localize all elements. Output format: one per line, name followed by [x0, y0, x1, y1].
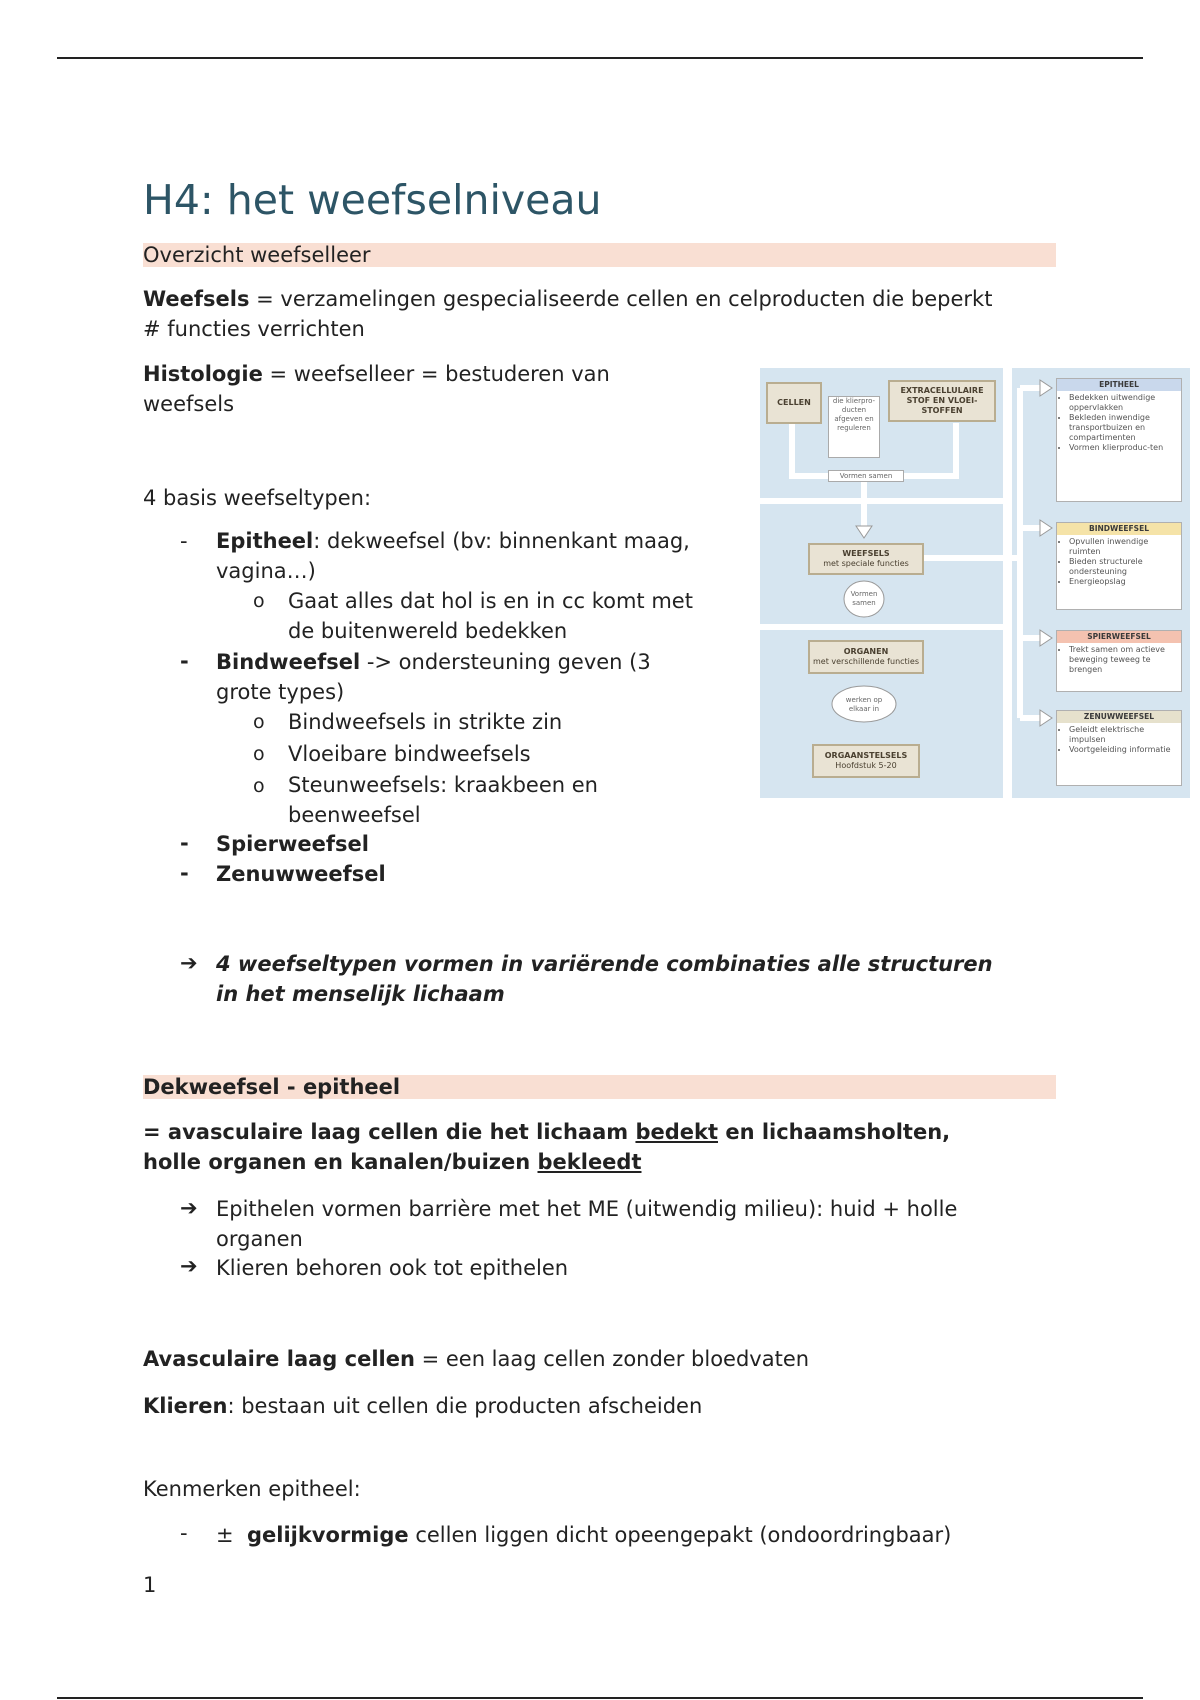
- bind-sub3-2: beenweefsel: [288, 803, 421, 827]
- bullet-o: o: [253, 743, 265, 765]
- spier-card-header: SPIERWEEFSEL: [1057, 631, 1181, 643]
- weefsel-diagram: [760, 368, 1190, 798]
- bullet-dash: -: [180, 861, 189, 885]
- bind-card-item: • Opvullen inwendige ruimten: [1069, 537, 1181, 557]
- bullet-o: o: [253, 590, 265, 612]
- bind-subitem-2: Vloeibare bindweefsels: [288, 742, 531, 766]
- diagram-card-zenuwweefsel: [1056, 710, 1182, 786]
- klieren-def: : bestaan uit cellen die producten afscheiden: [227, 1394, 703, 1418]
- bullet-o: o: [253, 775, 265, 797]
- bind-desc-1: -> ondersteuning geven (3: [360, 650, 651, 674]
- bullet-dash: -: [180, 1521, 188, 1545]
- weefsels-term: Weefsels: [143, 287, 250, 311]
- zenuw-card-header: ZENUWWEEFSEL: [1057, 711, 1181, 723]
- section-heading-dekweefsel: [143, 1075, 1056, 1099]
- section-heading-overzicht: [143, 243, 1056, 267]
- bind-card-list: [1057, 537, 1181, 587]
- spier-card-list: [1057, 645, 1181, 675]
- kenmerk1-term: gelijkvormige: [246, 1523, 409, 1547]
- arrow-icon: ➔: [180, 1196, 198, 1220]
- list-item-spierweefsel: Spierweefsel: [216, 832, 369, 856]
- zenuw-card-item: • Voortgeleiding informatie: [1069, 745, 1181, 755]
- orgaanstelsels-sub: Hoofdstuk 5-20: [835, 761, 897, 770]
- organen-sub: met verschillende functies: [813, 657, 919, 666]
- epitheel-definition: [143, 1117, 1083, 1177]
- list-item-epitheel: [216, 526, 736, 586]
- bullet-dash: -: [180, 649, 189, 673]
- def-line2: holle organen en kanalen/buizen: [143, 1150, 538, 1174]
- histologie-term: Histologie: [143, 362, 263, 386]
- def-part1: = avasculaire laag cellen die het lichaam: [143, 1120, 636, 1144]
- bind-subitem-3: [288, 770, 708, 830]
- diagram-card-bindweefsel: [1056, 522, 1182, 610]
- conclusion: [216, 949, 1096, 1009]
- avasculaire-definition: [143, 1344, 809, 1374]
- organen-label: ORGANEN: [843, 647, 889, 656]
- kenmerk1-rest: cellen liggen dicht opeengepakt (ondoordringbaar): [408, 1523, 952, 1547]
- epitheel-card-item: • Bekleden inwendige transportbuizen en compartimenten: [1069, 413, 1181, 443]
- def-bedekt: bedekt: [635, 1120, 719, 1144]
- diagram-box-orgaanstelsels: [812, 744, 920, 778]
- epitheel-card-item: • Bedekken uitwendige oppervlakken: [1069, 393, 1181, 413]
- histologie-def-1: = weefselleer = bestuderen van: [262, 362, 610, 386]
- def-bekleedt: bekleedt: [537, 1150, 642, 1174]
- diagram-card-epitheel: [1056, 378, 1182, 502]
- diagram-box-extracellulair: EXTRACELLULAIRE STOF EN VLOEI-STOFFEN: [888, 380, 996, 422]
- weefsels-label: WEEFSELS: [842, 549, 890, 558]
- conclusion-1: 4 weefseltypen vormen in variërende combinaties alle structuren: [216, 952, 993, 976]
- types-intro: 4 basis weefseltypen:: [143, 486, 372, 510]
- avasc-term: Avasculaire laag cellen: [143, 1347, 415, 1371]
- orgaanstelsels-label: ORGAANSTELSELS: [824, 751, 908, 760]
- bind-card-item: • Bieden structurele ondersteuning: [1069, 557, 1181, 577]
- kenmerk-item: [216, 1520, 1116, 1550]
- epitheel-sub-2: de buitenwereld bedekken: [288, 619, 568, 643]
- histologie-definition: [143, 359, 683, 419]
- list-item-zenuwweefsel: Zenuwweefsel: [216, 862, 386, 886]
- weefsels-def-2: # functies verrichten: [143, 317, 365, 341]
- bind-desc-2: grote types): [216, 680, 345, 704]
- weefsels-def-1: = verzamelingen gespecialiseerde cellen en celproducten die beperkt: [249, 287, 993, 311]
- epitheel-sub-1: Gaat alles dat hol is en in cc komt met: [288, 589, 693, 613]
- top-rule: [57, 57, 1143, 59]
- bind-term: Bindweefsel: [216, 650, 361, 674]
- page-number: 1: [143, 1573, 157, 1597]
- histologie-def-2: weefsels: [143, 392, 235, 416]
- diagram-box-organen: [808, 640, 924, 674]
- arrow1-2: organen: [216, 1227, 303, 1251]
- diagram-label-vormen: Vormen samen: [828, 470, 904, 482]
- epitheel-card-header: EPITHEEL: [1057, 379, 1181, 391]
- section-heading-text: Dekweefsel - epitheel: [143, 1075, 401, 1099]
- weefsels-sub: met speciale functies: [823, 559, 909, 568]
- bullet-o: o: [253, 711, 265, 733]
- zenuw-card-item: • Geleidt elektrische impulsen: [1069, 725, 1181, 745]
- epitheel-desc-1: : dekweefsel (bv: binnenkant maag,: [313, 529, 690, 553]
- bottom-rule: [57, 1697, 1143, 1699]
- epitheel-card-list: [1057, 393, 1181, 453]
- epitheel-subitem: [288, 586, 748, 646]
- list-item-bindweefsel: [216, 647, 736, 707]
- bullet-dash: -: [180, 831, 189, 855]
- plus-minus: ±: [216, 1523, 234, 1547]
- diagram-note-klier: die klierpro-ducten afgeven en reguleren: [828, 396, 880, 458]
- diagram-box-weefsels: [808, 543, 924, 575]
- conclusion-2: in het menselijk lichaam: [216, 982, 505, 1006]
- diagram-box-cellen: CELLEN: [766, 382, 822, 424]
- epitheel-card-item: • Vormen klierproduc-ten: [1069, 443, 1181, 453]
- bind-card-item: • Energieopslag: [1069, 577, 1181, 587]
- diagram-label-werken: werken op elkaar in: [845, 696, 883, 713]
- arrow-item-barriere: [216, 1194, 1096, 1254]
- diagram-label-vormen2: Vormen samen: [850, 590, 878, 607]
- bind-sub3-1: Steunweefsels: kraakbeen en: [288, 773, 598, 797]
- spier-card-item: • Trekt samen om actieve beweging teweeg te brengen: [1069, 645, 1181, 675]
- bullet-dash: -: [180, 529, 188, 553]
- page-title: H4: het weefselniveau: [143, 176, 602, 224]
- arrow-icon: ➔: [180, 1254, 198, 1278]
- section-heading-text: Overzicht weefselleer: [143, 243, 371, 267]
- epitheel-term: Epitheel: [216, 529, 314, 553]
- arrow1-1: Epithelen vormen barrière met het ME (uitwendig milieu): huid + holle: [216, 1197, 958, 1221]
- klieren-definition: [143, 1391, 702, 1421]
- arrow-icon: ➔: [180, 951, 198, 975]
- epitheel-desc-2: vagina…): [216, 559, 316, 583]
- arrow-item-klieren: Klieren behoren ook tot epithelen: [216, 1256, 569, 1280]
- zenuw-card-list: [1057, 725, 1181, 755]
- kenmerken-intro: Kenmerken epitheel:: [143, 1477, 361, 1501]
- bind-subitem-1: Bindweefsels in strikte zin: [288, 710, 563, 734]
- bind-card-header: BINDWEEFSEL: [1057, 523, 1181, 535]
- def-part2: en lichaamsholten,: [718, 1120, 951, 1144]
- klieren-term: Klieren: [143, 1394, 228, 1418]
- avasc-def: = een laag cellen zonder bloedvaten: [414, 1347, 810, 1371]
- diagram-card-spierweefsel: [1056, 630, 1182, 692]
- weefsels-definition: [143, 284, 1063, 344]
